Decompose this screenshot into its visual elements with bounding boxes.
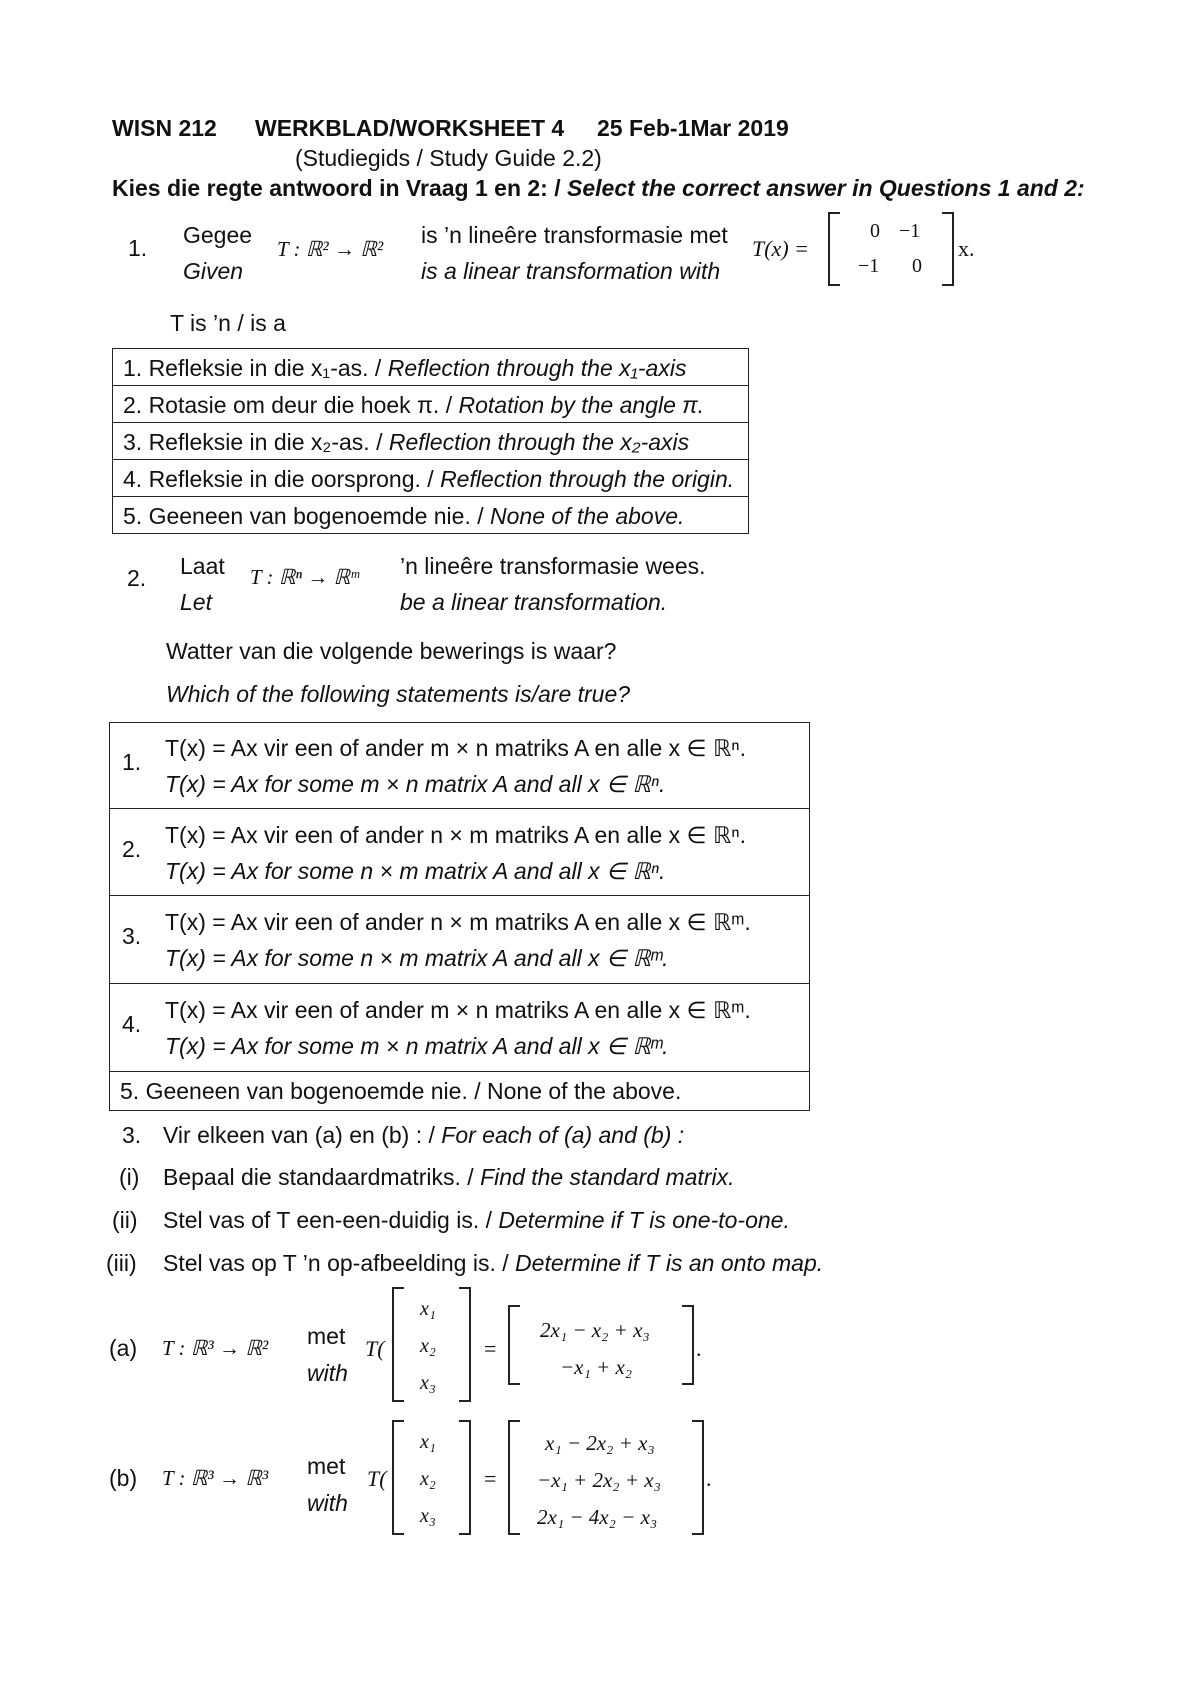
q3a-equals: = xyxy=(484,1336,497,1361)
q1-formula-rhs: x. xyxy=(958,236,975,261)
q1-map: T : ℝ² → ℝ² xyxy=(277,237,384,261)
option-en: None of the above. xyxy=(490,503,685,529)
q3b-result-row: 2x₁ − 4x₂ − x₃ xyxy=(537,1505,658,1529)
instruction-af: Kies die regte antwoord in Vraag 1 en 2: xyxy=(112,175,548,201)
q2-let-af: Laat xyxy=(180,553,225,579)
q3b-var: x₃ xyxy=(420,1505,436,1527)
q1-option-1[interactable]: 1. Refleksie in die x₁-as. / Reflection through the x₁-axis xyxy=(123,355,687,381)
q2-option-1-af[interactable]: T(x) = Ax vir een of ander m × n matriks A en alle x ∈ ℝⁿ. xyxy=(165,735,746,761)
q1-matrix-left-bracket xyxy=(828,212,840,286)
part-en: Determine if T is an onto map. xyxy=(515,1250,824,1276)
q3-part-iii: Stel vas op T ’n op-afbeelding is. / Determine if T is an onto map. xyxy=(163,1250,824,1276)
q2-option-1-number: 1. xyxy=(122,749,142,775)
q3-number: 3. xyxy=(122,1122,142,1148)
option-af: 3. Refleksie in die x₂-as. xyxy=(123,429,370,455)
q3a-vector-right-bracket xyxy=(459,1287,471,1402)
option-en: Reflection through the x₂-axis xyxy=(388,429,690,455)
row-divider xyxy=(110,895,809,896)
q2-option-1-en[interactable]: T(x) = Ax for some m × n matrix A and all x ∈ ℝⁿ. xyxy=(165,771,666,797)
row-divider xyxy=(110,983,809,984)
q2-question-en: Which of the following statements is/are true? xyxy=(166,681,631,707)
q3b-map: T : ℝ³ → ℝ³ xyxy=(162,1466,269,1490)
q2-option-4-af[interactable]: T(x) = Ax vir een of ander m × n matriks A en alle x ∈ ℝᵐ. xyxy=(165,997,751,1023)
part-en: Determine if T is one-to-one. xyxy=(498,1207,790,1233)
q3b-t: T( xyxy=(367,1466,387,1491)
q3a-var: x₃ xyxy=(420,1372,436,1394)
q2-option-3-number: 3. xyxy=(122,923,142,949)
q3a-var: x₁ xyxy=(420,1298,436,1320)
option-af: 2. Rotasie om deur die hoek π. xyxy=(123,392,440,418)
q1-number: 1. xyxy=(128,235,148,261)
q3-part-label: (i) xyxy=(119,1164,140,1190)
q3a-t: T( xyxy=(365,1336,385,1361)
q1-given-en: Given xyxy=(183,258,244,284)
q1-formula-lhs: T(x) = xyxy=(752,236,809,261)
q1-matrix-cell: 0 xyxy=(870,220,880,242)
row-divider xyxy=(113,385,748,386)
q3-part-ii: Stel vas of T een-een-duidig is. / Determine if T is one-to-one. xyxy=(163,1207,790,1233)
q2-let-en: Let xyxy=(180,589,212,615)
q3b-result-right-bracket xyxy=(692,1420,704,1535)
q3b-end: . xyxy=(706,1466,712,1491)
instruction-separator: / xyxy=(547,175,568,201)
q3a-result-right-bracket xyxy=(682,1305,694,1385)
q2-desc-af: ’n lineêre transformasie wees. xyxy=(400,553,706,579)
option-af: 1. Refleksie in die x₁-as. xyxy=(123,355,369,381)
q2-option-2-en[interactable]: T(x) = Ax for some n × m matrix A and all x ∈ ℝⁿ. xyxy=(165,858,666,884)
q2-option-2-af[interactable]: T(x) = Ax vir een of ander n × m matriks A en alle x ∈ ℝⁿ. xyxy=(165,822,746,848)
q3a-var: x₂ xyxy=(420,1335,436,1357)
q3a-result-row: 2x₁ − x₂ + x₃ xyxy=(540,1318,650,1342)
q3a-map: T : ℝ³ → ℝ² xyxy=(162,1336,269,1360)
q3b-with-en: with xyxy=(307,1490,348,1516)
q1-lead: T is ’n / is a xyxy=(170,310,286,336)
course-code: WISN 212 xyxy=(112,115,217,141)
q2-option-3-af[interactable]: T(x) = Ax vir een of ander n × m matriks A en alle x ∈ ℝᵐ. xyxy=(165,909,751,935)
q3b-label: (b) xyxy=(109,1465,138,1491)
q1-matrix-cell: 0 xyxy=(912,255,922,277)
part-af: Stel vas op T ’n op-afbeelding is. xyxy=(163,1250,496,1276)
part-en: Find the standard matrix. xyxy=(480,1164,735,1190)
q3-intro-af: Vir elkeen van (a) en (b) : xyxy=(163,1122,423,1148)
q1-option-5[interactable]: 5. Geeneen van bogenoemde nie. / None of the above. xyxy=(123,503,685,529)
q1-option-3[interactable]: 3. Refleksie in die x₂-as. / Reflection through the x₂-axis xyxy=(123,429,690,455)
q3a-end: . xyxy=(696,1336,702,1361)
q3a-result-row: −x₁ + x₂ xyxy=(560,1355,633,1379)
q2-option-4-en[interactable]: T(x) = Ax for some m × n matrix A and all x ∈ ℝᵐ. xyxy=(165,1033,669,1059)
q2-option-4-number: 4. xyxy=(122,1011,142,1037)
q3b-vector-right-bracket xyxy=(459,1420,471,1535)
instruction-en: Select the correct answer in Questions 1 and 2: xyxy=(567,175,1085,201)
q3-intro-en: For each of (a) and (b) : xyxy=(441,1122,685,1148)
q3b-result-row: −x₁ + 2x₂ + x₃ xyxy=(537,1468,661,1492)
worksheet-title: WERKBLAD/WORKSHEET 4 xyxy=(255,115,565,141)
q3-part-label: (ii) xyxy=(112,1207,138,1233)
row-divider xyxy=(113,422,748,423)
q2-option-5[interactable]: 5. Geeneen van bogenoemde nie. / None of the above. xyxy=(120,1078,682,1104)
worksheet-date: 25 Feb-1Mar 2019 xyxy=(597,115,789,141)
q3-intro: Vir elkeen van (a) en (b) : / For each of (a) and (b) : xyxy=(163,1122,685,1148)
q2-option-3-en[interactable]: T(x) = Ax for some n × m matrix A and all x ∈ ℝᵐ. xyxy=(165,945,669,971)
q1-desc-af: is ’n lineêre transformasie met xyxy=(421,222,728,248)
option-en: Reflection through the x₁-axis xyxy=(387,355,687,381)
q3a-result-left-bracket xyxy=(508,1305,520,1385)
q3a-with-af: met xyxy=(307,1323,346,1349)
q3b-result-left-bracket xyxy=(508,1420,520,1535)
part-af: Stel vas of T een-een-duidig is. xyxy=(163,1207,480,1233)
q3b-equals: = xyxy=(484,1466,497,1491)
row-divider xyxy=(113,459,748,460)
q3-part-i: Bepaal die standaardmatriks. / Find the standard matrix. xyxy=(163,1164,735,1190)
q3-part-label: (iii) xyxy=(106,1250,137,1276)
q3a-vector-left-bracket xyxy=(392,1287,404,1402)
q3b-vector-left-bracket xyxy=(392,1420,404,1535)
q1-matrix-cell: −1 xyxy=(858,255,880,277)
q3a-label: (a) xyxy=(109,1335,138,1361)
study-guide-ref: (Studiegids / Study Guide 2.2) xyxy=(295,145,602,171)
option-en: Reflection through the origin. xyxy=(440,466,735,492)
q2-question-af: Watter van die volgende bewerings is waar? xyxy=(166,638,617,664)
q1-desc-en: is a linear transformation with xyxy=(421,258,721,284)
row-divider xyxy=(110,1071,809,1072)
q1-option-2[interactable]: 2. Rotasie om deur die hoek π. / Rotation by the angle π. xyxy=(123,392,705,418)
q1-options-table xyxy=(112,348,749,534)
q3b-with-af: met xyxy=(307,1453,346,1479)
q3a-with-en: with xyxy=(307,1360,348,1386)
q2-number: 2. xyxy=(127,565,147,591)
q2-desc-en: be a linear transformation. xyxy=(400,589,668,615)
q1-option-4[interactable]: 4. Refleksie in die oorsprong. / Reflection through the origin. xyxy=(123,466,735,492)
q2-map: T : ℝⁿ → ℝᵐ xyxy=(250,565,359,589)
row-divider xyxy=(110,808,809,809)
q2-options-table xyxy=(109,722,810,1111)
q1-given-af: Gegee xyxy=(183,222,253,248)
q3b-var: x₁ xyxy=(420,1431,436,1453)
q1-matrix-right-bracket xyxy=(942,212,954,286)
option-af: 4. Refleksie in die oorsprong. xyxy=(123,466,421,492)
row-divider xyxy=(113,496,748,497)
q3b-result-row: x₁ − 2x₂ + x₃ xyxy=(545,1431,655,1455)
q1-matrix-cell: −1 xyxy=(899,220,921,242)
part-af: Bepaal die standaardmatriks. xyxy=(163,1164,461,1190)
instructions xyxy=(112,175,1085,202)
q2-option-2-number: 2. xyxy=(122,836,142,862)
option-en: Rotation by the angle π. xyxy=(458,392,705,418)
option-af: 5. Geeneen van bogenoemde nie. xyxy=(123,503,471,529)
q3b-var: x₂ xyxy=(420,1468,436,1490)
